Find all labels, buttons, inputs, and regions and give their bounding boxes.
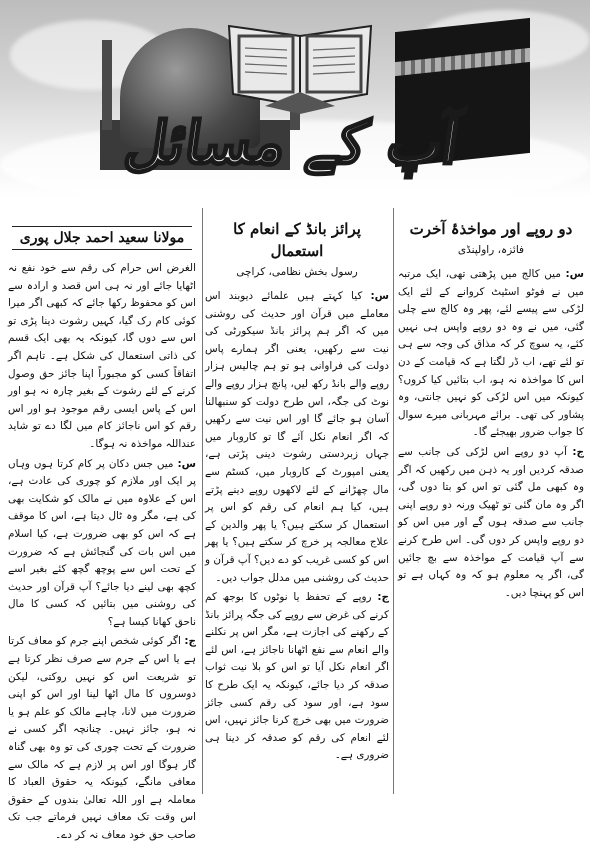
question-paragraph	[398, 266, 584, 442]
answer-label: ج:	[184, 635, 196, 648]
column-divider	[202, 208, 203, 794]
answer-paragraph	[205, 589, 389, 765]
question-text: میں جس دکان پر کام کرتا ہوں وہاں پر ایک اور ملازم کو چوری کی عادت ہے، اس کے علاوہ میں نے مالک کو شکایت بھی کی ہے، مگر وہ ٹال دیتا ہے، اس کا موقف ہے کہ اس کو بھی ضرورت ہے، کیا اسلام میں اس بات کی گنجائش ہے کہ ضرورت کے تحت اس سے پوچھ گچھ کئے بغیر اسے کچھ بھی لینے دیا جائے؟ آپ قرآن اور حدیث کی روشنی میں بتائیں کہ کسی کا مال ناحق کھانا کیسا ہے؟	[8, 457, 196, 628]
column-middle	[205, 212, 389, 797]
question-paragraph	[8, 456, 196, 632]
article-title: دو روپے اور مواخذۂ آخرت	[409, 220, 573, 238]
author-name: مولانا سعید احمد جلال پوری	[12, 226, 192, 250]
continued-paragraph: الغرض اس حرام کی رقم سے خود نفع نہ اٹھایا جائے اور نہ ہی اس قصد و ارادہ سے اس کو محفوظ رکھا جائے کہ کبھی اگر میرا کوئی کام رک گیا، کہیں رشوت دینا پڑی تو اس سے دوں گا، کیونکہ یہ بھی ایک قسم کی ذاتی استعمال کی شکل ہے۔ تاہم اگر اتفاقاً کسی کو مجبوراً اپنا جائز حق وصول کرنے کے لئے رشوت کے بغیر چارہ نہ ہو اور اس کے پاس ایسی رقم موجود ہو اور اس رقم کو اس ناجائز کام میں لگا دے تو شاید عنداللہ مواخذہ نہ ہوگا۔	[8, 262, 196, 450]
article-byline: رسول بخش نظامی، کراچی	[236, 266, 358, 278]
question-label: س:	[565, 268, 584, 280]
answer-text: روپے کے تحفظ یا نوٹوں کا بوجھ کم کرنے کی غرض سے روپے کی جگہ پرائز بانڈ کے رکھنے کی اجازت ہے، مگر اس پر نکلنے والے انعام سے نفع اٹھانا ناجائز ہے، اس لئے اگر انعام نکل آیا تو اس کو بلا نیت ثواب صدقہ کر دیا جائے، کیونکہ یہ ایک طرح کا سود ہے، اور سود کی رقم کسی جائز ضرورت میں بھی خرچ کرنا جائز نہیں، اس لئے انعام کی رقم کو صدقہ کر دینا ہی ضروری ہے۔	[205, 591, 389, 762]
section-logo	[120, 85, 464, 195]
question-text: کیا کہتے ہیں علمائے دیوبند اس معاملے میں قرآن اور حدیث کی روشنی میں کہ اگر ہم پرائز بانڈ سیکورٹی کی نیت سے رکھیں، یعنی اگر ہمارے پاس دولت کی فراوانی ہو تو ہم چالیس ہزار روپے والے بانڈ رکھ لیں، پانچ ہزار روپے والے نوٹ کی جگہ، اس طرح دولت کو سنبھالنا آسان ہو جائے گا اور اس نیت سے رکھیں کہ اگر انعام نکل آئے گا تو کاروبار میں جہاں زبردستی رشوت دینی پڑتی ہے، یعنی امپورٹ کے کاروبار میں، کسٹم سے مال چھڑانے کے لئے لاکھوں روپے دینے پڑتے ہیں، کیا ہم انعام کی رقم کو اس پر استعمال کر سکتے ہیں؟ یا پھر والدین کے علاج معالجہ پر خرچ کر سکتے ہیں؟ یا پھر اس کو کسی غریب کو دے دیں؟ آپ قرآن و حدیث کی روشنی میں مدلل جواب دیں۔	[205, 290, 389, 584]
article-title: پرائز بانڈ کے انعام کا استعمال	[233, 220, 361, 260]
answer-paragraph	[398, 444, 584, 602]
article-byline: فائزہ، راولپنڈی	[457, 244, 525, 256]
question-text: میں کالج میں پڑھتی تھی، ایک مرتبہ میں نے فوٹو اسٹیٹ کروانے کے لئے ایک لڑکی سے پیسے لئے، پھر وہ کالج سے چلی گئی، میں نے وہ دو روپے واپس ہی نہیں کئے، یہ سوچ کر کہ مذاق کی وجہ سے ہی تو لئے تھے، اب ڈر لگتا ہے کہ قیامت کے دن اس کا مواخذہ نہ ہو، اب بتائیں کیا کروں؟ کیونکہ میں اس لڑکی کو نہیں جانتی، وہ پشاور کی تھی۔ برائے مہربانی میرے سوال کا جواب ضرور بھیجئے گا۔	[398, 268, 584, 439]
answer-label: ج:	[377, 591, 389, 604]
question-label: س:	[370, 290, 389, 302]
column-left	[8, 212, 196, 841]
question-label: س:	[177, 457, 196, 470]
answer-paragraph	[8, 633, 196, 844]
logo-text: آپ کے مسائل	[120, 108, 464, 177]
answer-text: اگر کوئی شخص اپنے جرم کو معاف کرتا ہے یا اس کے جرم سے صرف نظر کرتا ہے تو شریعت اس کو نہیں روکتی، لیکن دوسروں کا مال اٹھا لینا اور اس کو اپنی ضرورت میں لانا، چاہے مالک کو علم ہو یا نہ ہو، جائز نہیں۔ چنانچہ اگر کسی نے ضرورت کے تحت چوری کی تو وہ بھی گناہ گار ہوگا اور اس پر لازم ہے کہ مالک سے معافی مانگے، کیونکہ یہ حقوق العباد کا معاملہ ہے اور اللہ تعالیٰ بندوں کے حقوق اس وقت تک معاف نہیں فرماتے جب تک صاحب حق خود معاف نہ کر دے۔	[8, 635, 196, 841]
answer-text: آپ دو روپے اس لڑکی کی جانب سے صدقہ کردیں اور یہ ذہن میں رکھیں کہ اگر وہ کبھی مل گئی تو اس کو بتا دوں گی، اگر وہ مان گئی تو ٹھیک ورنہ دو روپے اپنی جانب سے صدقہ ہوں گے اور میں اس کو دو روپے واپس کر دوں گی۔ اس طرح کرنے سے آپ قیامت کے مواخذہ سے بچ جائیں گی، اگر یہ معلوم ہو کہ وہ کہاں ہے تو اس کو پہنچا دیں۔	[398, 445, 584, 599]
column-right	[398, 212, 584, 797]
header-banner	[0, 0, 590, 198]
column-divider	[393, 208, 394, 794]
question-paragraph	[205, 288, 389, 587]
answer-label: ج:	[572, 445, 584, 458]
minaret-image	[102, 40, 112, 130]
